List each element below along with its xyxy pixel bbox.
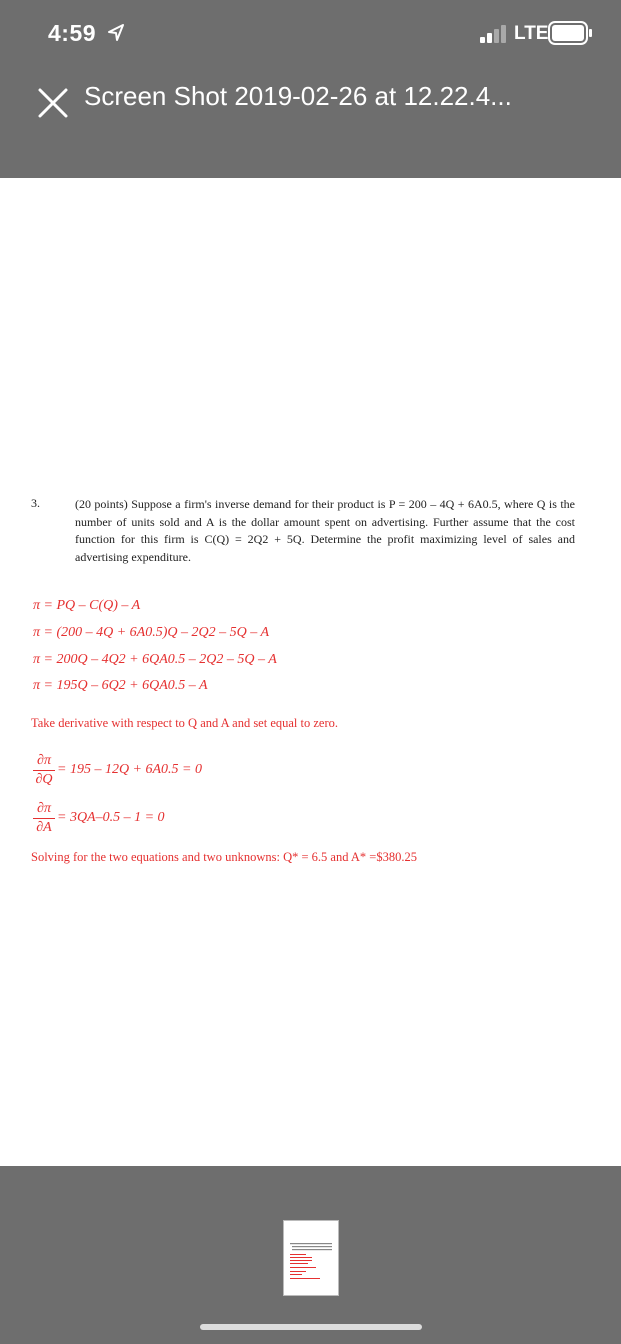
thumbnail-preview-icon xyxy=(284,1221,338,1295)
solution-text: Solving for the two equations and two unknowns: Q* = 6.5 and A* =$380.25 xyxy=(31,850,417,864)
equation-3: π = 200Q – 4Q2 + 6QA0.5 – 2Q2 – 5Q – A xyxy=(33,652,277,667)
equation-4: π = 195Q – 6Q2 + 6QA0.5 – A xyxy=(33,678,208,693)
equation-2: π = (200 – 4Q + 6A0.5)Q – 2Q2 – 5Q – A xyxy=(33,625,270,640)
derivative-a-numerator: ∂π xyxy=(33,800,55,819)
home-indicator[interactable] xyxy=(200,1324,422,1330)
derivative-q-equation: = 195 – 12Q + 6A0.5 = 0 xyxy=(57,762,203,777)
derivative-q-fraction xyxy=(33,752,55,789)
location-arrow-icon xyxy=(107,22,125,42)
battery-icon xyxy=(548,21,592,45)
status-time: 4:59 xyxy=(48,20,97,46)
derivative-q-numerator: ∂π xyxy=(33,752,55,771)
network-label: LTE xyxy=(514,23,549,44)
signal-icon xyxy=(480,25,510,43)
derivative-q-denominator: ∂Q xyxy=(35,772,53,787)
derivative-a-equation: = 3QA–0.5 – 1 = 0 xyxy=(57,810,165,825)
viewer-header xyxy=(0,66,621,178)
derivative-a-denominator: ∂A xyxy=(36,820,52,835)
document-page xyxy=(0,178,621,1166)
status-bar xyxy=(0,0,621,66)
document-viewer[interactable] xyxy=(0,178,621,1166)
derivative-a-fraction xyxy=(33,800,55,837)
page-thumbnail[interactable] xyxy=(283,1220,339,1296)
document-title: Screen Shot 2019-02-26 at 12.22.4... xyxy=(84,81,512,111)
thumbnail-bar xyxy=(0,1166,621,1344)
question-number: 3. xyxy=(31,496,40,510)
instruction-text: Take derivative with respect to Q and A and set equal to zero. xyxy=(31,716,339,730)
equation-1: π = PQ – C(Q) – A xyxy=(33,598,141,613)
question-text: (20 points) Suppose a firm's inverse demand for their product is P = 200 – 4Q + 6A0.5, where Q is the number of units sold and A is the dollar amount spent on advertising. Further assume that the cost function for this firm is C(Q) = 2Q2 + 5Q. Determine the profit maximizing level of sales and advertising expenditure. xyxy=(75,497,575,564)
close-icon[interactable] xyxy=(34,84,72,122)
